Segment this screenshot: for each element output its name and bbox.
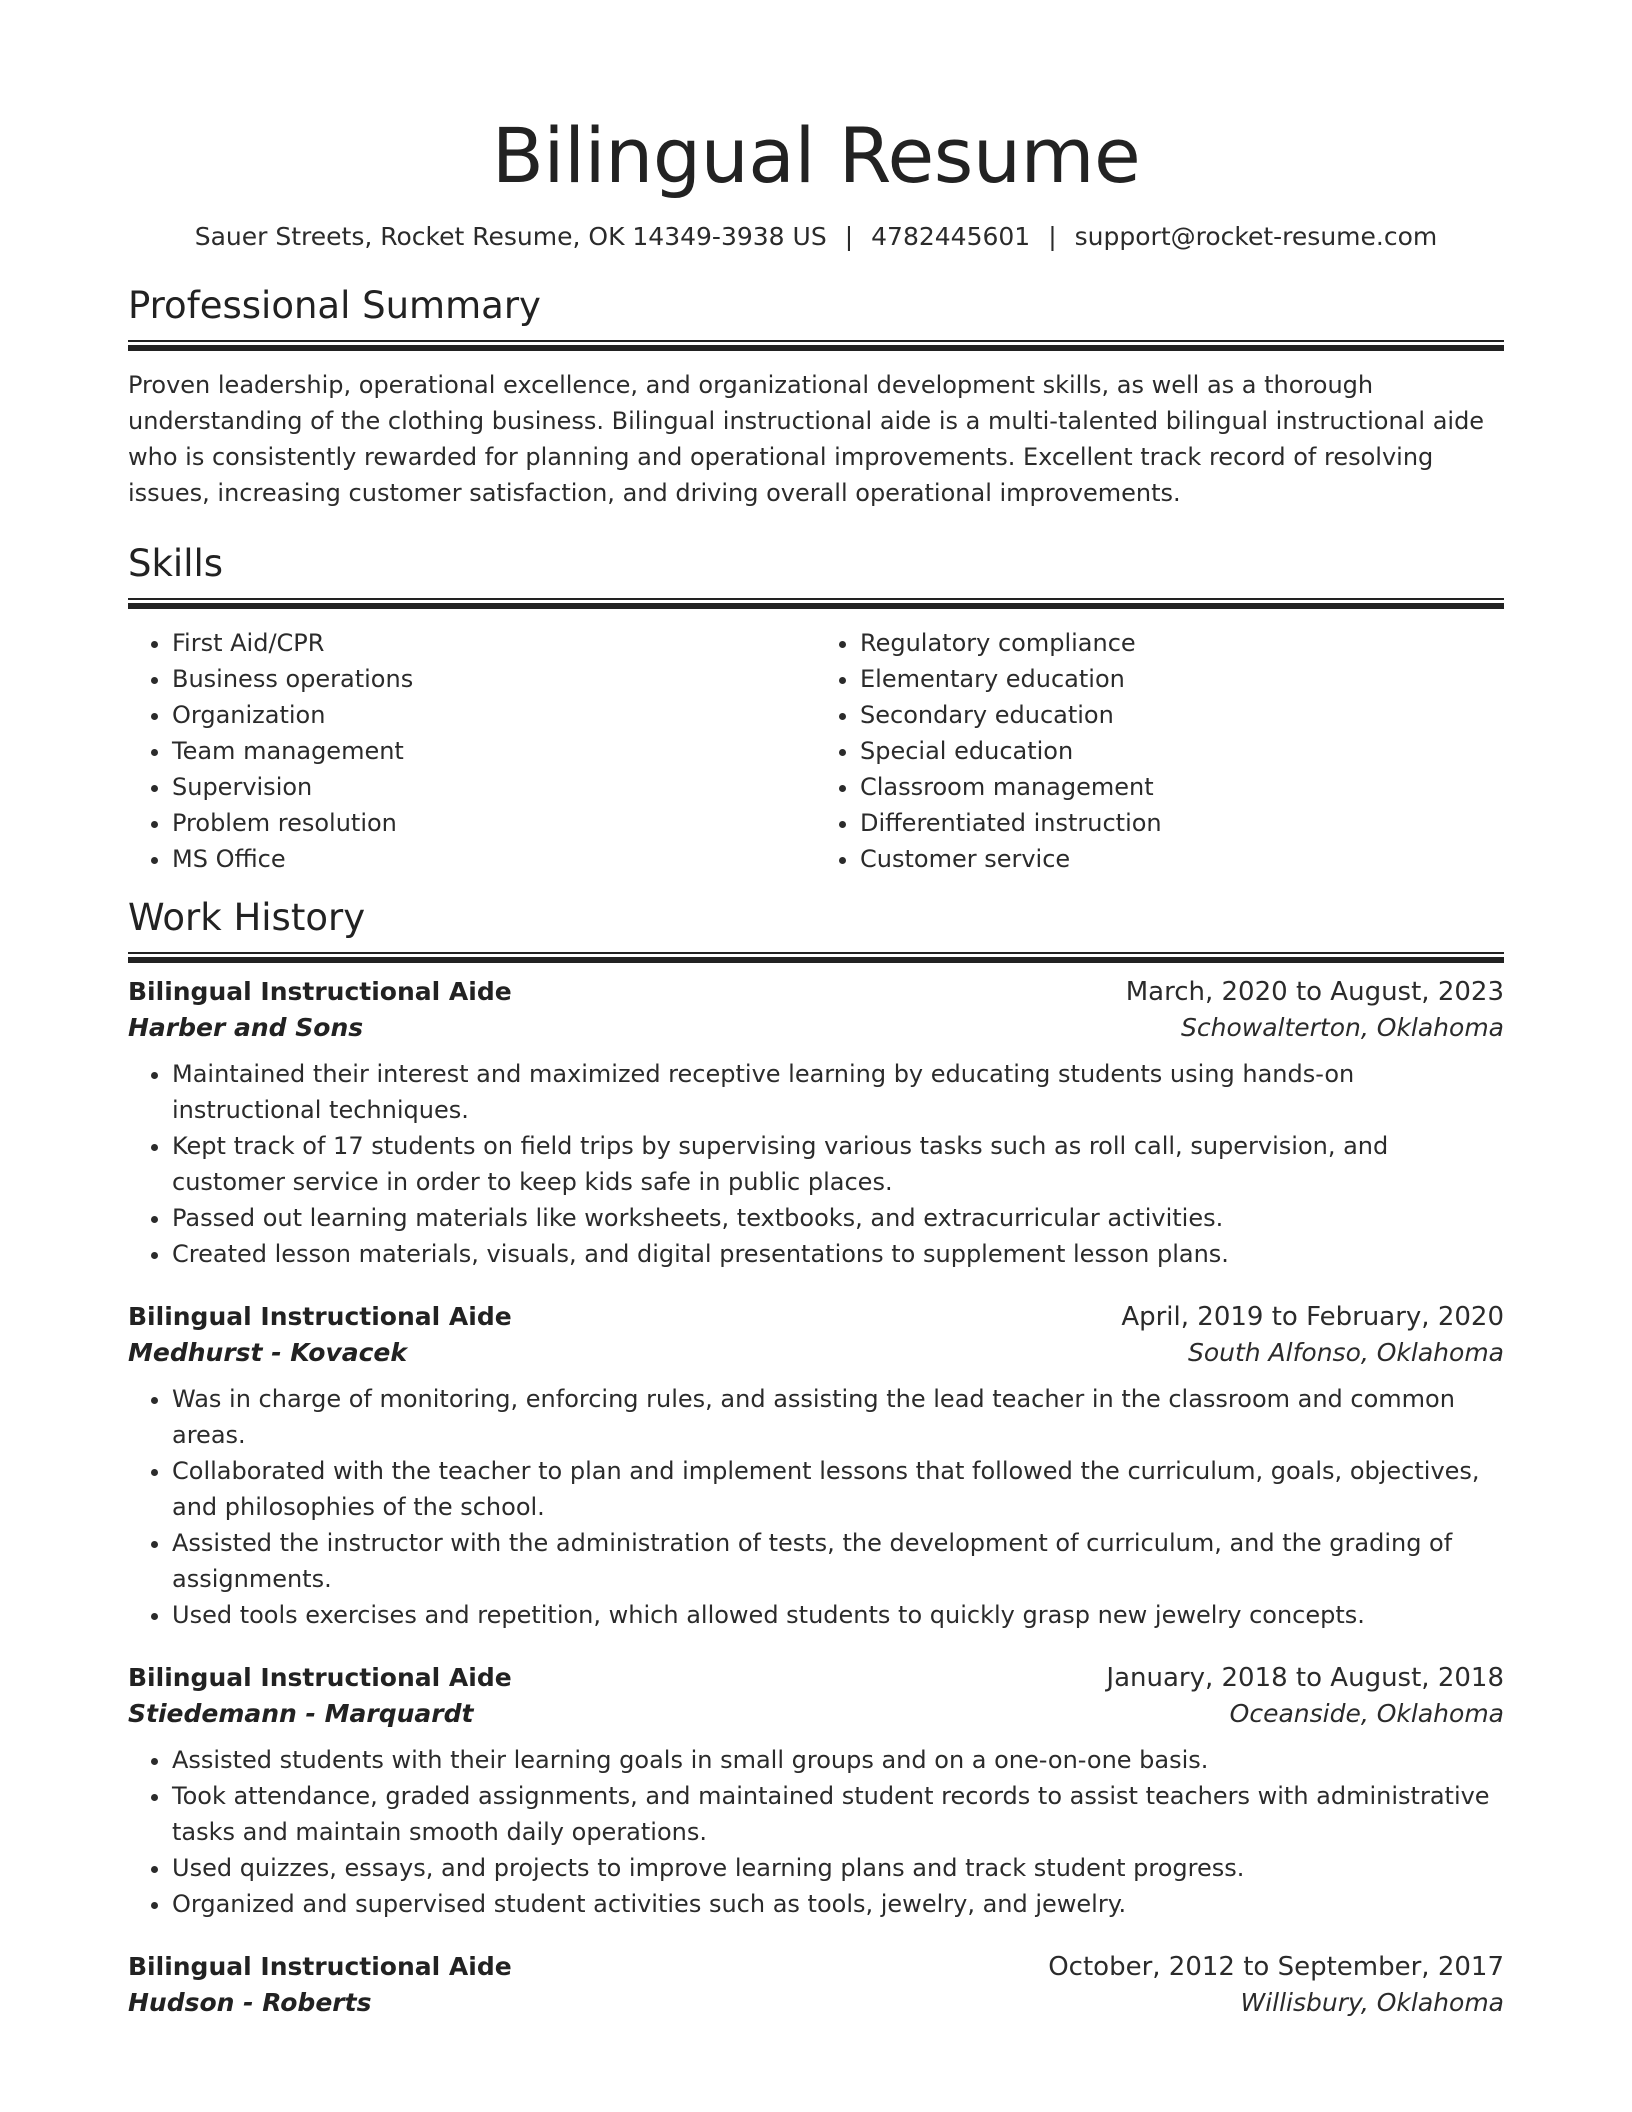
job-company: Harber and Sons <box>128 1013 364 1042</box>
summary-text: Proven leadership, operational excellence, and organizational development skills, as well as a thorough understanding of the clothing business. Bilingual instructional aide is a multi-talented bilingual instructional aide who is consistently rewarded for planning and operational improvements. Excellent track record of resolving issues, increasing customer satisfaction, and driving overall operational improvements. <box>128 371 1485 507</box>
job-header-row <box>128 1952 1504 1982</box>
job-bullet: • Assisted the instructor with the administration of tests, the development of curriculum, and the grading of assignments. <box>172 1525 1504 1597</box>
skill-item: • Team management <box>172 733 816 769</box>
skill-item: • First Aid/CPR <box>172 625 816 661</box>
work-history-heading: Work History <box>128 896 366 939</box>
job-company-row <box>128 1988 1504 2017</box>
job-bullets <box>128 1056 1504 1272</box>
job-company-row <box>128 1013 1504 1042</box>
job-header-row <box>128 1302 1504 1332</box>
skill-item: • Business operations <box>172 661 816 697</box>
job-location: Oceanside, Oklahoma <box>1229 1699 1504 1728</box>
job-entry <box>128 1302 1504 1633</box>
skill-item: • Organization <box>172 697 816 733</box>
job-bullet: • Collaborated with the teacher to plan and implement lessons that followed the curriculum, goals, objectives, and philosophies of the school. <box>172 1453 1504 1525</box>
job-company: Medhurst - Kovacek <box>128 1338 408 1367</box>
skill-item: • Problem resolution <box>172 805 816 841</box>
job-title: Bilingual Instructional Aide <box>128 1302 512 1331</box>
job-bullet: • Used tools exercises and repetition, which allowed students to quickly grasp new jewelry concepts. <box>172 1597 1504 1633</box>
job-dates: October, 2012 to September, 2017 <box>1048 1952 1504 1982</box>
job-bullet: • Took attendance, graded assignments, and maintained student records to assist teachers with administrative tasks and maintain smooth daily operations. <box>172 1778 1504 1850</box>
job-entry <box>128 977 1504 1272</box>
job-header-row <box>128 977 1504 1007</box>
skill-item: • Customer service <box>860 841 1504 877</box>
contact-address: Sauer Streets, Rocket Resume, OK 14349-3938 US <box>194 222 827 251</box>
skill-item: • Classroom management <box>860 769 1504 805</box>
skills-grid <box>128 625 1504 877</box>
job-title: Bilingual Instructional Aide <box>128 1663 512 1692</box>
summary-section <box>128 284 1504 511</box>
contact-line <box>128 222 1504 251</box>
skills-list-left <box>128 625 816 877</box>
job-company: Stiedemann - Marquardt <box>128 1699 474 1728</box>
job-dates: April, 2019 to February, 2020 <box>1121 1302 1504 1332</box>
job-entry <box>128 1663 1504 1922</box>
job-bullet: • Created lesson materials, visuals, and digital presentations to supplement lesson plans. <box>172 1236 1504 1272</box>
job-bullet: • Used quizzes, essays, and projects to improve learning plans and track student progress. <box>172 1850 1504 1886</box>
job-location: Willisbury, Oklahoma <box>1240 1988 1504 2017</box>
job-bullet: • Organized and supervised student activities such as tools, jewelry, and jewelry. <box>172 1886 1504 1922</box>
skill-item: • Regulatory compliance <box>860 625 1504 661</box>
skill-item: • Supervision <box>172 769 816 805</box>
section-divider <box>128 340 1504 351</box>
job-bullet: • Passed out learning materials like worksheets, textbooks, and extracurricular activities. <box>172 1200 1504 1236</box>
job-entry <box>128 1952 1504 2017</box>
job-company-row <box>128 1338 1504 1367</box>
job-dates: March, 2020 to August, 2023 <box>1125 977 1504 1007</box>
job-dates: January, 2018 to August, 2018 <box>1106 1663 1504 1693</box>
job-title: Bilingual Instructional Aide <box>128 977 512 1006</box>
job-list <box>128 977 1504 2017</box>
contact-email: support@rocket-resume.com <box>1074 222 1438 251</box>
contact-separator: | <box>1048 222 1057 251</box>
job-title: Bilingual Instructional Aide <box>128 1952 512 1981</box>
job-company: Hudson - Roberts <box>128 1988 372 2017</box>
skill-item: • Differentiated instruction <box>860 805 1504 841</box>
job-bullet: • Maintained their interest and maximized receptive learning by educating students using hands-on instructional techniques. <box>172 1056 1504 1128</box>
skills-list-right <box>816 625 1504 877</box>
job-location: South Alfonso, Oklahoma <box>1187 1338 1504 1367</box>
skills-heading: Skills <box>128 542 224 585</box>
skills-section <box>128 542 1504 877</box>
section-divider <box>128 598 1504 609</box>
job-bullet: • Was in charge of monitoring, enforcing rules, and assisting the lead teacher in the classroom and common areas. <box>172 1381 1504 1453</box>
job-bullet: • Assisted students with their learning goals in small groups and on a one-on-one basis. <box>172 1742 1504 1778</box>
job-header-row <box>128 1663 1504 1693</box>
skill-item: • Elementary education <box>860 661 1504 697</box>
resume-title: Bilingual Resume <box>491 111 1141 200</box>
contact-phone: 4782445601 <box>871 222 1031 251</box>
skill-item: • Special education <box>860 733 1504 769</box>
contact-separator: | <box>844 222 854 251</box>
job-bullets <box>128 1381 1504 1633</box>
summary-heading: Professional Summary <box>128 284 541 327</box>
skill-item: • Secondary education <box>860 697 1504 733</box>
skill-item: • MS Office <box>172 841 816 877</box>
work-history-section <box>128 896 1504 2017</box>
job-company-row <box>128 1699 1504 1728</box>
job-location: Schowalterton, Oklahoma <box>1181 1013 1504 1042</box>
job-bullets <box>128 1742 1504 1922</box>
job-bullet: • Kept track of 17 students on field trips by supervising various tasks such as roll call, supervision, and customer service in order to keep kids safe in public places. <box>172 1128 1504 1200</box>
section-divider <box>128 952 1504 963</box>
